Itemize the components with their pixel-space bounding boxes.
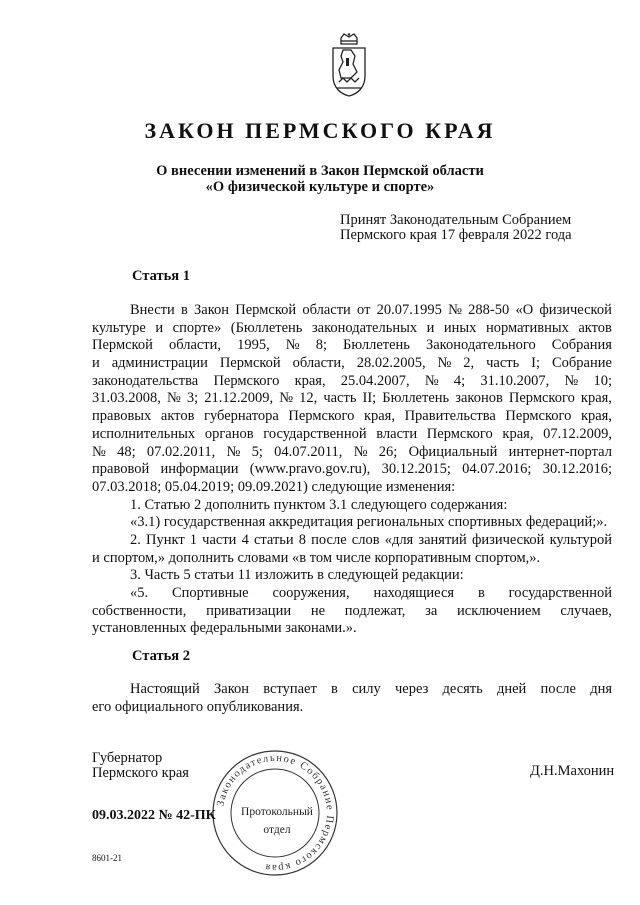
signatory-name: Д.Н.Махонин xyxy=(530,763,615,779)
body-line: 2. Пункт 1 части 4 статьи 8 после слов «для занятий физической культурой xyxy=(130,531,612,548)
body-line: 07.03.2018; 05.04.2019; 09.09.2021) следующие изменения: xyxy=(92,478,456,495)
stamp-inner-line: отдел xyxy=(263,824,291,836)
body-line: его официального опубликования. xyxy=(92,698,304,715)
signatory-position xyxy=(92,751,189,781)
article-2-body xyxy=(92,681,612,716)
body-line: «3.1) государственная аккредитация региональных спортивных федераций;». xyxy=(130,514,608,531)
stamp-ring-text: Законодательное Собрание Пермского края xyxy=(215,752,336,874)
body-line: и администрации Пермской области, 28.02.2005, № 2, часть I; Собрание xyxy=(92,355,612,372)
subtitle-line: О внесении изменений в Закон Пермской области xyxy=(156,163,484,179)
body-line: законодательства Пермского края, 25.04.2007, № 4; 31.10.2007, № 10; xyxy=(92,372,612,389)
body-line: 1. Статью 2 дополнить пунктом 3.1 следующего содержания: xyxy=(130,496,508,513)
body-line: 31.03.2008, № 3; 21.12.2009, № 12, часть II; Бюллетень законов Пермского края, xyxy=(92,390,612,407)
stamp-inner-text xyxy=(232,803,322,839)
adoption-line: Принят Законодательным Собранием xyxy=(340,212,572,228)
law-subtitle xyxy=(0,163,640,195)
body-line: собственности, приватизации не подлежат, за исключением случаев, xyxy=(92,602,612,619)
article-2-heading: Статья 2 xyxy=(132,648,190,664)
date-and-number: 09.03.2022 № 42-ПК xyxy=(92,808,216,823)
body-line: установленных федеральными законами.». xyxy=(92,620,357,637)
law-title: ЗАКОН ПЕРМСКОГО КРАЯ xyxy=(144,118,496,143)
body-line: Внести в Закон Пермской области от 20.07.1995 № 288-50 «О физической xyxy=(130,302,612,318)
body-line: и спортом,» дополнить словами «в том числе корпоративным спортом,». xyxy=(92,549,541,566)
subtitle-line: «О физической культуре и спорте» xyxy=(205,179,435,195)
adoption-line: Пермского края 17 февраля 2022 года xyxy=(340,227,572,243)
position-line: Губернатор xyxy=(92,750,163,766)
body-line: правовых актов губернатора Пермского края, Правительства Пермского края, xyxy=(92,408,612,425)
article-1-heading: Статья 1 xyxy=(132,268,190,284)
stamp-inner-line: Протокольный xyxy=(241,806,313,818)
body-line: «5. Спортивные сооружения, находящиеся в государственной xyxy=(130,585,612,601)
body-line: 3. Часть 5 статьи 11 изложить в следующей редакции: xyxy=(130,567,464,584)
body-line: правовой информации (www.pravo.gov.ru), 30.12.2015; 04.07.2016; 30.12.2016; xyxy=(92,461,612,478)
document-code: 8601-21 xyxy=(92,853,122,863)
position-line: Пермского края xyxy=(92,765,189,781)
body-line: № 48; 07.02.2011, № 5; 04.07.2011, № 26; Официальный интернет-портал xyxy=(92,443,612,460)
body-line: культуре и спорте» (Бюллетень законодательных и иных нормативных актов xyxy=(92,319,612,336)
adoption-note xyxy=(340,213,610,243)
coat-of-arms-emblem xyxy=(327,32,371,98)
body-line: Пермской области, 1995, № 8; Бюллетень Законодательного Собрания xyxy=(92,337,612,354)
body-line: Настоящий Закон вступает в силу через десять дней после дня xyxy=(130,681,612,697)
body-line: исполнительных органов государственной власти Пермского края, 07.12.2009, xyxy=(92,425,612,442)
article-1-body xyxy=(92,302,612,638)
